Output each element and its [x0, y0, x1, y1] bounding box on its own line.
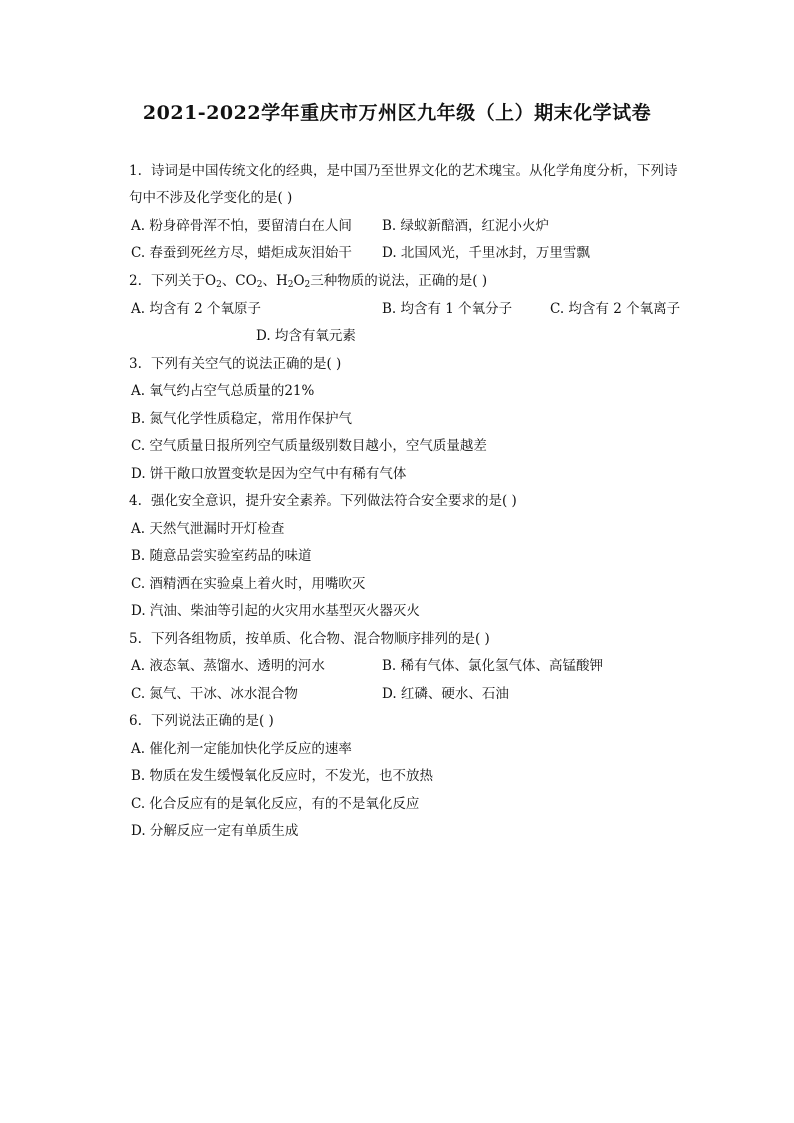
- question-3-option-b: B. 氮气化学性质稳定，常用作保护气: [131, 411, 353, 427]
- question-5-option-d: D. 红磷、硬水、石油: [382, 686, 509, 702]
- question-1-option-a: A. 粉身碎骨浑不怕，要留清白在人间: [131, 218, 352, 234]
- question-2-text-mid: 、H: [262, 273, 288, 289]
- question-3-option-d: D. 饼干敞口放置变软是因为空气中有稀有气体: [131, 466, 407, 482]
- subscript: 2: [256, 280, 263, 290]
- question-6-option-c: C. 化合反应有的是氧化反应，有的不是氧化反应: [131, 796, 420, 812]
- question-1-option-d: D. 北国风光，千里冰封，万里雪飘: [382, 245, 590, 261]
- question-5-text: 下列各组物质，按单质、化合物、混合物顺序排列的是( ): [151, 631, 490, 647]
- question-4-option-b: B. 随意品尝实验室药品的味道: [131, 548, 312, 564]
- question-1-text-1: 诗词是中国传统文化的经典，是中国乃至世界文化的艺术瑰宝。从化学角度分析，下列诗: [151, 163, 678, 179]
- question-4-stem: [129, 492, 517, 510]
- question-5-option-b: B. 稀有气体、氯化氢气体、高锰酸钾: [382, 658, 604, 674]
- question-1-option-b: B. 绿蚁新醅酒，红泥小火炉: [382, 218, 550, 234]
- question-6-option-b: B. 物质在发生缓慢氧化反应时，不发光，也不放热: [131, 768, 434, 784]
- question-2-text-post: 三种物质的说法，正确的是( ): [310, 273, 488, 289]
- question-2-option-c: C. 均含有 2 个氧离子: [550, 301, 681, 317]
- question-1-option-c: C. 春蚕到死丝方尽，蜡炬成灰泪始干: [131, 245, 352, 261]
- subscript: 2: [287, 280, 294, 290]
- question-6-option-a: A. 催化剂一定能加快化学反应的速率: [131, 741, 352, 757]
- subscript: 2: [216, 280, 222, 290]
- question-2-text-mid: O: [293, 273, 305, 289]
- question-5-stem: [129, 630, 490, 648]
- question-1-stem-line-1: [129, 162, 678, 180]
- question-4-option-a: A. 天然气泄漏时开灯检查: [131, 521, 285, 537]
- question-2-option-d: D. 均含有氧元素: [256, 328, 356, 344]
- question-6-text: 下列说法正确的是( ): [151, 713, 274, 729]
- question-3-option-c: C. 空气质量日报所列空气质量级别数目越小，空气质量越差: [131, 438, 487, 454]
- subscript: 2: [304, 280, 311, 290]
- question-2-text-pre: 下列关于O: [151, 273, 217, 289]
- question-1-stem-line-2: 句中不涉及化学变化的是( ): [129, 190, 293, 206]
- question-3-option-a: A. 氧气约占空气总质量的21%: [131, 383, 315, 399]
- question-1-number: 1.: [129, 163, 142, 179]
- question-2-number: 2.: [129, 273, 142, 289]
- question-2-option-a: A. 均含有 2 个氧原子: [131, 301, 262, 317]
- question-5-option-c: C. 氮气、干冰、冰水混合物: [131, 686, 298, 702]
- question-4-option-d: D. 汽油、柴油等引起的火灾用水基型灭火器灭火: [131, 603, 420, 619]
- question-6-option-d: D. 分解反应一定有单质生成: [131, 823, 299, 839]
- question-2-stem: [129, 272, 487, 294]
- question-5-option-a: A. 液态氧、蒸馏水、透明的河水: [131, 658, 325, 674]
- question-6-number: 6.: [129, 713, 142, 729]
- question-4-option-c: C. 酒精洒在实验桌上着火时，用嘴吹灭: [131, 576, 366, 592]
- question-4-number: 4.: [129, 493, 142, 509]
- question-4-text: 强化安全意识，提升安全素养。下列做法符合安全要求的是( ): [151, 493, 517, 509]
- question-6-stem: [129, 712, 274, 730]
- question-5-number: 5.: [129, 631, 142, 647]
- question-2-text-mid: 、CO: [221, 273, 257, 289]
- question-2-option-b: B. 均含有 1 个氧分子: [382, 301, 513, 317]
- page-title: 2021-2022学年重庆市万州区九年级（上）期末化学试卷: [142, 102, 652, 124]
- question-3-number: 3.: [129, 356, 142, 372]
- question-3-stem: [129, 355, 341, 373]
- question-3-text: 下列有关空气的说法正确的是( ): [151, 356, 342, 372]
